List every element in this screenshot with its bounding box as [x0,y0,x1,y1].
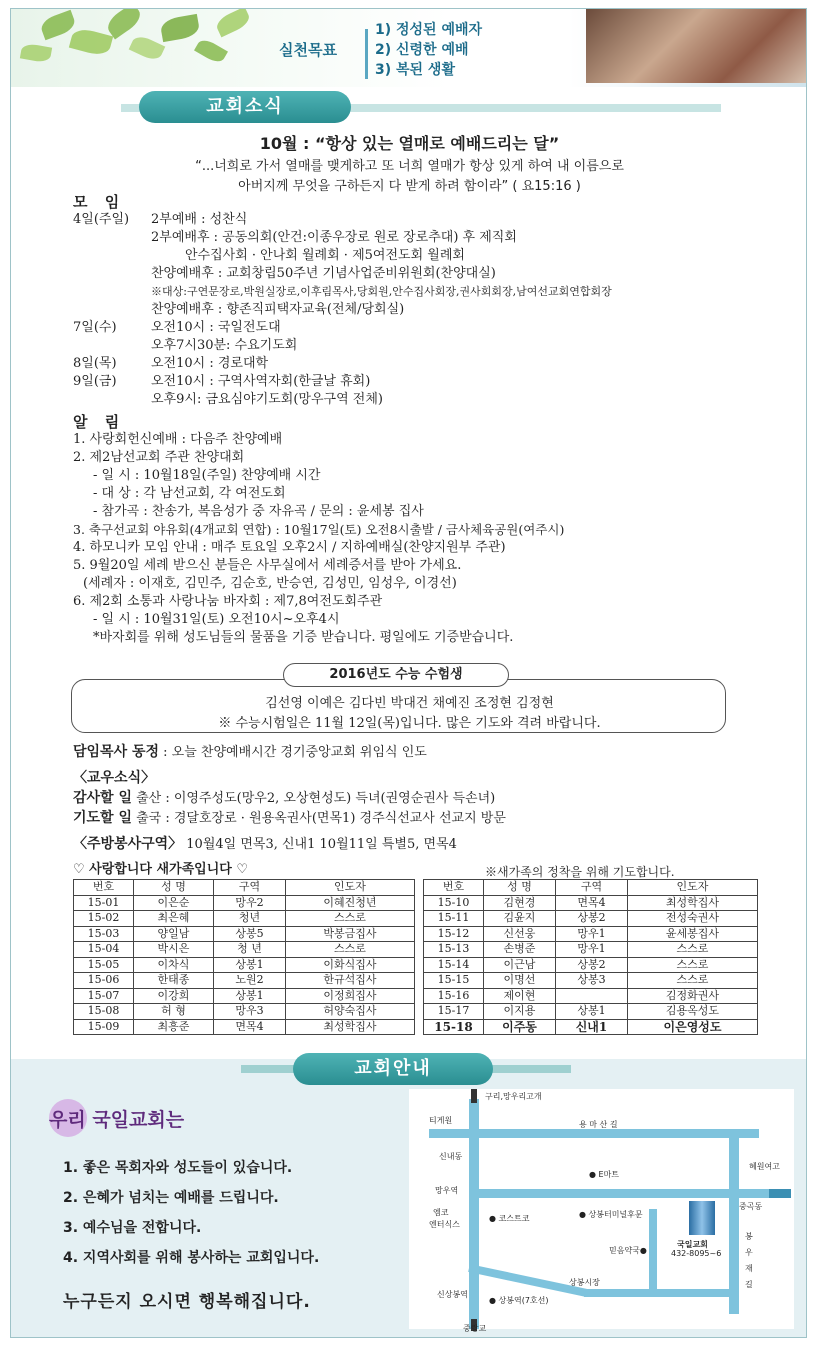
cell-number: 15-06 [74,973,134,989]
leaf-icon [69,26,113,58]
motto-item: 2) 신령한 예배 [375,42,469,58]
month-title: 10월 : “항상 있는 열매로 예배드리는 달” [259,134,560,153]
cell-name: 최흥준 [134,1019,214,1035]
notice-line: 6. 제2회 소통과 사랑나눔 바자회 : 제7,8여전도회주관 [73,594,383,609]
cell-name: 허 형 [134,1004,214,1020]
table-row [424,942,758,958]
members-heading: 〈교우소식〉 [73,770,156,786]
thanks-text: 출산 : 이영주성도(망우2, 오상현성도) 득녀(권영순권사 득손녀) [131,791,496,806]
map-road [584,1289,734,1297]
intro-item: 1. 좋은 목회자와 성도들이 있습니다. [63,1160,293,1176]
meeting-text: 찬양예배후 : 향존직피택자교육(전체/당회실) [151,302,405,317]
notice-line: 3. 축구선교회 야유회(4개교회 연합) : 10월17일(토) 오전8시출발 / 금사체육공원(여주시) [73,522,565,537]
notice-line: - 대 상 : 각 남선교회, 각 여전도회 [93,486,286,501]
col-header: 성 명 [134,880,214,896]
col-header: 인도자 [286,880,415,896]
cell-number: 15-02 [74,911,134,927]
col-header: 구역 [214,880,286,896]
newcomers-note: ※새가족의 정착을 위해 기도합니다. [485,865,675,879]
cell-number: 15-14 [424,957,484,973]
cell-number: 15-12 [424,926,484,942]
cell-district: 상봉2 [556,911,628,927]
cell-name: 신선웅 [484,926,556,942]
meeting-heading: 모 임 [73,193,126,211]
pray-text: 출국 : 경달호장로 · 원용옥권사(면목1) 경주식선교사 선교지 방문 [131,811,506,826]
cell-name: 이명선 [484,973,556,989]
cell-district: 상봉1 [556,1004,628,1020]
cell-guide: 최성학집사 [628,895,758,911]
cell-district: 상봉2 [556,957,628,973]
cell-name: 양일남 [134,926,214,942]
newcomers-table-right [423,879,758,1035]
table-row [424,1019,758,1035]
motto-divider [365,29,368,79]
church-building-icon [689,1201,715,1235]
news-title: 교회소식 [139,91,351,123]
notice-line: - 참가곡 : 찬송가, 복음성가 중 자유곡 / 문의 : 윤세봉 집사 [93,504,424,519]
map-label: 망우역 [435,1186,459,1195]
map-label: 국일교회 [677,1240,708,1249]
cell-guide: 스스로 [628,973,758,989]
cell-name: 이차식 [134,957,214,973]
meeting-day: 7일(수) [73,320,117,335]
arrow-up-icon [471,1089,477,1103]
cell-district: 면목4 [556,895,628,911]
notice-line: 2. 제2남선교회 주관 찬양대회 [73,450,245,465]
cell-guide: 이화식집사 [286,957,415,973]
table-row [74,973,415,989]
cell-district: 청 년 [214,942,286,958]
col-header: 구역 [556,880,628,896]
col-header: 번호 [74,880,134,896]
verse-line: “...너희로 가서 열매를 맺게하고 또 너희 열매가 항상 있게 하여 내 이름으로 [195,159,624,174]
meeting-text: 오후9시: 금요심야기도회(망우구역 전체) [151,392,383,407]
leaf-icon [129,33,166,63]
cell-name: 이은순 [134,895,214,911]
cell-guide: 이정희집사 [286,988,415,1004]
location-map [409,1089,794,1333]
cell-guide: 허양숙집사 [286,1004,415,1020]
table-row [424,988,758,1004]
guide-title: 교회안내 [293,1053,493,1085]
cell-guide: 한규석집사 [286,973,415,989]
cell-guide: 스스로 [286,911,415,927]
table-row [74,926,415,942]
cell-guide: 윤세봉집사 [628,926,758,942]
map-label: 엠코 [433,1208,449,1217]
cell-guide: 박봉금집사 [286,926,415,942]
table-row [424,895,758,911]
arrow-right-icon [769,1189,791,1198]
cell-district: 망우1 [556,942,628,958]
map-label: 용 마 산 길 [579,1120,618,1129]
cell-guide: 스스로 [628,957,758,973]
notice-line: - 일 시 : 10월31일(토) 오전10시~오후4시 [93,612,340,627]
cell-district: 망우3 [214,1004,286,1020]
col-header: 성 명 [484,880,556,896]
exam-note: ※ 수능시험일은 11월 12일(목)입니다. 많은 기도와 격려 바랍니다. [218,716,601,731]
table-row [424,1004,758,1020]
table-row [74,988,415,1004]
table-row [74,895,415,911]
map-label: 신상봉역 [437,1290,468,1299]
intro-title: 우리 국일교회는 [49,1109,185,1131]
map-label: ● 상봉역(7호선) [489,1296,549,1305]
cell-name: 이강희 [134,988,214,1004]
map-label: 봉 우 재 길 [745,1232,753,1289]
table-row [424,973,758,989]
cell-number: 15-11 [424,911,484,927]
meeting-text: 안수집사회 · 안나회 월례회 · 제5여전도회 월례회 [185,248,465,263]
map-label: 상봉시장 [569,1278,600,1287]
duty-label: 〈주방봉사구역〉 [73,836,183,852]
map-label: 신내동 [439,1152,463,1161]
map-label: 중곡동 [739,1202,763,1211]
meeting-text: 2부예배 : 성찬식 [151,212,248,227]
table-row [74,942,415,958]
map-label: 혜원여고 [749,1162,780,1171]
map-label: 믿음약국● [609,1246,647,1255]
cell-guide: 최성학집사 [286,1019,415,1035]
meeting-text: 오전10시 : 경로대학 [151,356,269,371]
map-label: 구리,망우리고개 [485,1092,542,1101]
meeting-text: 오후7시30분: 수요기도회 [151,338,298,353]
notice-line: 1. 사랑회헌신예배 : 다음주 찬양예배 [73,432,283,447]
cell-guide: 스스로 [628,942,758,958]
table-row [74,911,415,927]
intro-item: 2. 은혜가 넘치는 예배를 드립니다. [63,1190,279,1206]
cell-district [556,988,628,1004]
map-road [469,1189,769,1198]
thanks-news [73,789,495,808]
motto-label: 실천목표 [279,41,337,59]
cell-number: 15-03 [74,926,134,942]
exam-names: 김선영 이예은 김다빈 박대건 채예진 조정현 김정현 [265,696,554,711]
newcomers-table-left [73,879,415,1035]
notice-line: (세례자 : 이재호, 김민주, 김순호, 반승연, 김성민, 임성우, 이경선) [83,576,457,591]
map-label: ● E마트 [589,1170,620,1179]
notice-line: 4. 하모니카 모임 안내 : 매주 토요일 오후2시 / 지하예배실(찬양지원부 주관) [73,540,506,555]
meeting-text: 오전10시 : 국일전도대 [151,320,281,335]
duty-news [73,835,457,854]
cell-name: 최은혜 [134,911,214,927]
cell-name: 한태종 [134,973,214,989]
meeting-text: 오전10시 : 구역사역자회(한글날 휴회) [151,374,371,389]
pastor-label: 담임목사 동정 [73,744,160,760]
cell-guide: 이혜진청년 [286,895,415,911]
meeting-text: 찬양예배후 : 교회창립50주년 기념사업준비위원회(찬양대실) [151,266,496,281]
cell-number: 15-16 [424,988,484,1004]
map-label: 중랑교 [463,1324,487,1333]
cell-district: 면목4 [214,1019,286,1035]
cell-number: 15-04 [74,942,134,958]
table-row [74,1004,415,1020]
map-road [429,1129,759,1138]
map-road [729,1134,739,1314]
leaf-icon [194,37,228,66]
cell-district: 망우1 [556,926,628,942]
table-row [424,911,758,927]
intro-closing: 누구든지 오시면 행복해집니다. [63,1292,311,1312]
duty-text: 10월4일 면목3, 신내1 10월11일 특별5, 면목4 [182,837,457,852]
cell-guide: 김정화권사 [628,988,758,1004]
cell-name: 이근남 [484,957,556,973]
cell-number: 15-08 [74,1004,134,1020]
notice-heading: 알 림 [73,413,126,431]
leaf-icon [159,14,200,42]
motto-item: 1) 정성된 예배자 [375,22,483,38]
leaf-icon [20,43,52,64]
meeting-day: 9일(금) [73,374,117,389]
cell-number: 15-05 [74,957,134,973]
table-header-row [424,880,758,896]
leaf-icon [214,8,252,37]
table-row [74,957,415,973]
thanks-label: 감사할 일 [73,790,132,806]
cell-number: 15-13 [424,942,484,958]
map-label: ● 상봉터미널후문 [579,1210,643,1219]
map-road [649,1209,657,1289]
cell-guide: 스스로 [286,942,415,958]
cell-number: 15-07 [74,988,134,1004]
cell-name: 김윤지 [484,911,556,927]
newcomers-title: ♡ 사랑합니다 새가족입니다 ♡ [73,862,249,877]
cell-district: 청년 [214,911,286,927]
intro-item: 3. 예수님을 전합니다. [63,1220,202,1236]
map-label: 티게원 [429,1116,453,1125]
pastor-text: : 오늘 찬양예배시간 경기중앙교회 위임식 인도 [159,745,427,760]
cell-district: 상봉1 [214,957,286,973]
cell-number: 15-09 [74,1019,134,1035]
verse-line: 아버지께 무엇을 구하든지 다 받게 하려 함이라” ( 요15:16 ) [238,179,581,194]
cell-guide: 김용옥성도 [628,1004,758,1020]
table-header-row [74,880,415,896]
cell-name: 김현경 [484,895,556,911]
cell-district: 신내1 [556,1019,628,1035]
cell-number: 15-17 [424,1004,484,1020]
choir-photo [586,9,807,83]
cell-number: 15-18 [424,1019,484,1035]
cell-district: 상봉5 [214,926,286,942]
cell-name: 이주동 [484,1019,556,1035]
meeting-day: 8일(목) [73,356,117,371]
map-label: 엔터식스 [429,1220,460,1229]
cell-name: 제이현 [484,988,556,1004]
meeting-text: 2부예배후 : 공동의회(안건:이종우장로 원로 장로추대) 후 제직회 [151,230,517,245]
map-label: ● 코스트코 [489,1214,530,1223]
cell-name: 이지용 [484,1004,556,1020]
cell-guide: 전성숙권사 [628,911,758,927]
cell-number: 15-10 [424,895,484,911]
cell-district: 망우2 [214,895,286,911]
col-header: 인도자 [628,880,758,896]
map-label: 432-8095~6 [671,1249,722,1258]
motto-item: 3) 복된 생활 [375,62,455,78]
meeting-text: ※대상:구연문장로,박원실장로,이후림목사,당회원,안수집사회장,권사회회장,남여선교회연합회장 [151,285,612,298]
cell-district: 노원2 [214,973,286,989]
cell-guide: 이은영성도 [628,1019,758,1035]
pastor-news [73,743,427,762]
intro-item: 4. 지역사회를 위해 봉사하는 교회입니다. [63,1250,320,1266]
cell-name: 박시은 [134,942,214,958]
notice-line: 5. 9월20일 세례 받으신 분들은 사무실에서 세례증서를 받아 가세요. [73,558,462,573]
notice-line: *바자회를 위해 성도님들의 물품을 기증 받습니다. 평일에도 기증받습니다. [93,630,514,645]
pray-news [73,809,506,828]
table-row [74,1019,415,1035]
table-row [424,957,758,973]
bulletin-page [10,8,807,1338]
col-header: 번호 [424,880,484,896]
cell-name: 손병준 [484,942,556,958]
meeting-day: 4일(주일) [73,212,130,227]
cell-district: 상봉3 [556,973,628,989]
pray-label: 기도할 일 [73,810,132,826]
cell-district: 상봉1 [214,988,286,1004]
notice-line: - 일 시 : 10월18일(주일) 찬양예배 시간 [93,468,321,483]
cell-number: 15-01 [74,895,134,911]
table-row [424,926,758,942]
exam-tag: 2016년도 수능 수험생 [283,663,509,687]
cell-number: 15-15 [424,973,484,989]
